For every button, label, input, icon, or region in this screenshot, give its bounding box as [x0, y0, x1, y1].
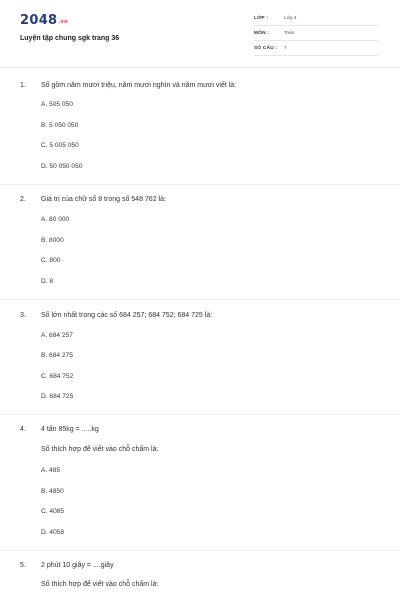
- option-b[interactable]: B. 8000: [41, 237, 64, 244]
- meta-grade-label: LỚP :: [254, 16, 269, 21]
- option-c[interactable]: C. 684 752: [41, 373, 74, 380]
- question-text: 2 phút 10 giây = ....giây: [41, 562, 114, 569]
- question-number: 4.: [20, 426, 26, 433]
- meta-grade: [254, 16, 378, 26]
- option-b[interactable]: B. 5 050 050: [41, 122, 79, 129]
- option-b[interactable]: B. 684 275: [41, 352, 73, 359]
- question-text: Số thích hợp để viết vào chỗ chấm là:: [41, 446, 159, 453]
- option-a[interactable]: A. 505 050: [41, 101, 73, 108]
- question-divider: [0, 299, 400, 300]
- logo-text: 2048: [20, 13, 58, 28]
- question-number: 1.: [20, 82, 26, 89]
- option-d[interactable]: D. 4058: [41, 529, 65, 536]
- question-number: 3.: [20, 312, 26, 319]
- option-d[interactable]: D. 684 725: [41, 393, 74, 400]
- meta-subject: [254, 31, 378, 41]
- worksheet-title: Luyện tập chung sgk trang 36: [20, 35, 120, 42]
- meta-grade-value: Lớp 4: [284, 16, 297, 21]
- question-text: Số thích hợp để viết vào chỗ chấm là:: [41, 581, 159, 588]
- header-divider: [0, 67, 400, 68]
- option-a[interactable]: A. 684 257: [41, 332, 73, 339]
- logo-suffix: .vn: [58, 19, 69, 25]
- question-3: [0, 312, 400, 324]
- question-text: Số lớn nhất trong các số 684 257; 684 752; 684 725 là:: [41, 312, 213, 319]
- question-5-line-2: [0, 581, 400, 593]
- question-number: 5.: [20, 562, 26, 569]
- question-text: 4 tấn 85kg = .....kg: [41, 426, 99, 433]
- question-2: [0, 196, 400, 208]
- meta-subject-value: Toán: [284, 31, 295, 36]
- question-divider: [0, 184, 400, 185]
- option-a[interactable]: A. 485: [41, 467, 61, 474]
- question-text: Số gồm năm mươi triệu, năm mươi nghìn và năm mươi viết là:: [41, 82, 237, 89]
- option-c[interactable]: C. 800: [41, 257, 61, 264]
- option-c[interactable]: C. 4085: [41, 508, 65, 515]
- option-c[interactable]: C. 5 005 050: [41, 142, 79, 149]
- option-b[interactable]: B. 4850: [41, 488, 64, 495]
- meta-count-label: SỐ CÂU :: [254, 46, 278, 51]
- worksheet-header: [0, 0, 400, 68]
- question-5: [0, 562, 400, 574]
- question-text: Giá trị của chữ số 8 trong số 548 762 là:: [41, 196, 166, 203]
- question-4-line-2: [0, 446, 400, 458]
- site-logo[interactable]: [20, 13, 68, 28]
- option-d[interactable]: D. 50 050 050: [41, 163, 83, 170]
- question-4: [0, 426, 400, 438]
- question-divider: [0, 550, 400, 551]
- meta-question-count: [254, 46, 378, 56]
- question-number: 2.: [20, 196, 26, 203]
- question-divider: [0, 414, 400, 415]
- option-a[interactable]: A. 80 000: [41, 216, 70, 223]
- meta-count-value: 7: [284, 46, 287, 51]
- option-d[interactable]: D. 8: [41, 278, 54, 285]
- question-1: [0, 82, 400, 94]
- meta-subject-label: MÔN :: [254, 31, 270, 36]
